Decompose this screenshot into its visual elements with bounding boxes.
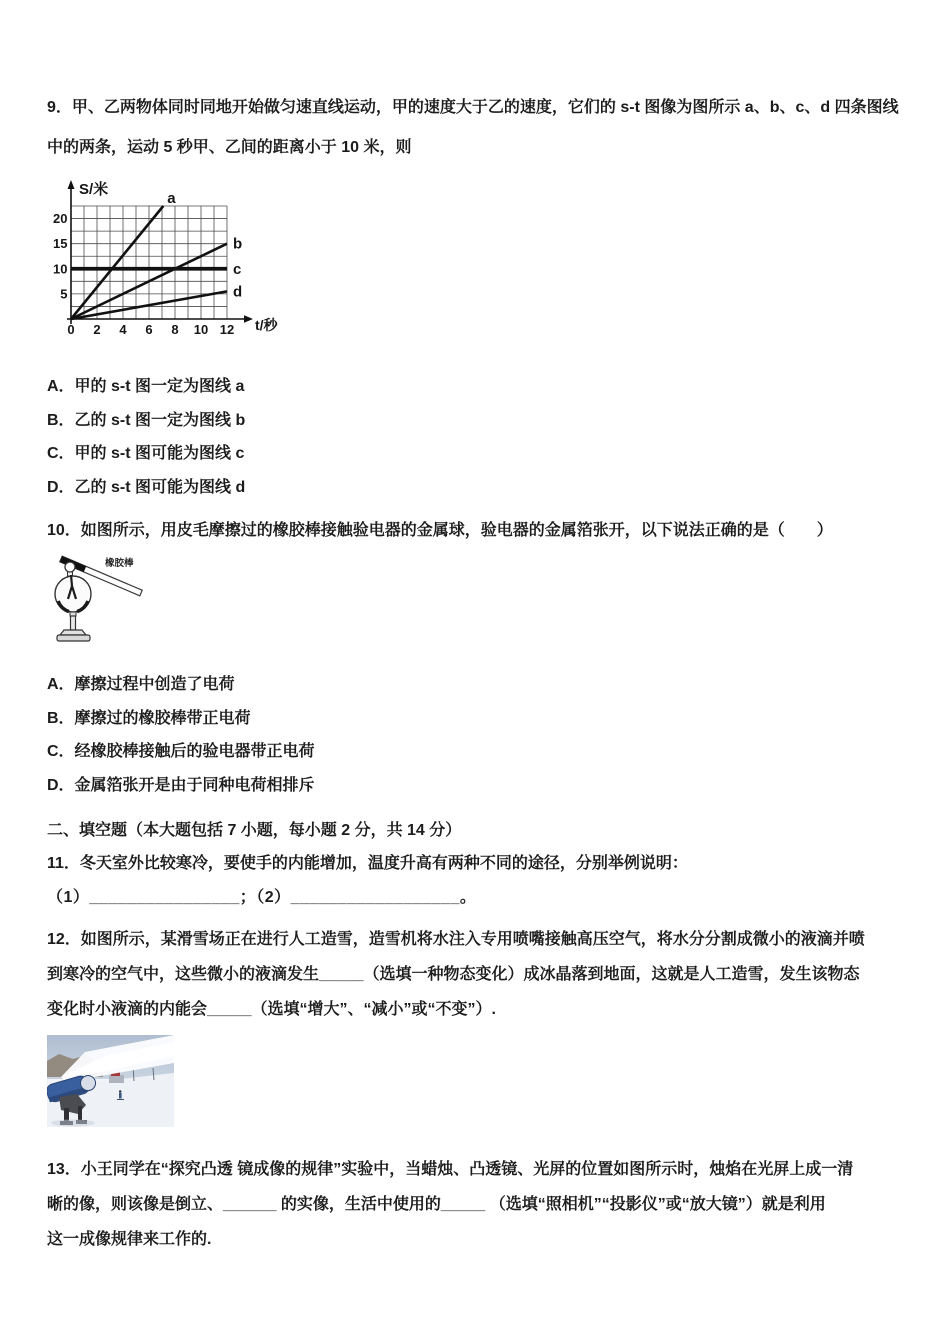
question-9	[47, 88, 935, 168]
question-10-stem: 10．如图所示，用皮毛摩擦过的橡胶棒接触验电器的金属球，验电器的金属箔张开，以下说法正确的是（ ）	[47, 522, 833, 539]
question-9-line-1: 9．甲、乙两物体同时同地开始做匀速直线运动，甲的速度大于乙的速度，它们的 s-t 图像为图所示 a、b、c、d 四条图线	[47, 99, 899, 116]
electroscope-diagram	[47, 553, 187, 649]
q10-option-a: A．摩擦过程中创造了电荷	[47, 676, 235, 693]
x-tick-label: 6	[145, 322, 153, 337]
q10-option-d: D．金属箔张开是由于同种电荷相排斥	[47, 776, 315, 794]
y-tick-label: 15	[53, 236, 68, 252]
question-12-line-1: 12．如图所示，某滑雪场正在进行人工造雪，造雪机将水注入专用喷嘴接触高压空气，将水分分割成微小的液滴并喷	[47, 931, 865, 948]
snow-machine-photo	[47, 1035, 174, 1127]
series-line-a	[71, 206, 163, 319]
x-tick-label: 8	[171, 322, 179, 337]
x-axis-label: t/秒	[255, 317, 278, 333]
y-axis-label: S/米	[79, 181, 109, 198]
q9-option-c: C．甲的 s-t 图可能为图线 c	[47, 445, 245, 462]
x-tick-label: 4	[119, 322, 127, 337]
series-label-d: d	[233, 283, 243, 301]
q10-option-b: B．摩擦过的橡胶棒带正电荷	[47, 709, 251, 727]
rubber-rod-label: 橡胶棒	[105, 558, 134, 569]
question-9-line-2: 中的两条，运动 5 秒甲、乙间的距离小于 10 米，则	[47, 139, 412, 156]
q9-option-d: D．乙的 s-t 图可能为图线 d	[47, 478, 246, 496]
y-axis-arrow	[68, 180, 75, 189]
photo-shadow	[51, 1120, 95, 1127]
q9-option-b: B．乙的 s-t 图一定为图线 b	[47, 411, 246, 429]
stand-base	[57, 635, 90, 641]
question-13-line-2: 晰的像，则该像是倒立、______ 的实像，生活中使用的_____ （选填“照相机”“投影仪”或“放大镜”）就是利用	[47, 1196, 826, 1213]
photo-building	[109, 1075, 124, 1083]
st-graph	[47, 178, 297, 341]
x-tick-label: 12	[219, 322, 235, 337]
series-label-a: a	[167, 190, 176, 208]
metal-ball	[65, 562, 75, 572]
x-tick-label: 2	[93, 322, 101, 337]
question-13-line-3: 这一成像规律来工作的.	[47, 1231, 212, 1248]
series-label-b: b	[233, 235, 243, 253]
y-tick-label: 10	[53, 261, 68, 277]
series-label-c: c	[233, 260, 242, 278]
question-13	[47, 1152, 935, 1257]
photo-skier-head	[119, 1090, 122, 1093]
question-11-stem: 11．冬天室外比较寒冷，要使手的内能增加，温度升高有两种不同的途径，分别举例说明：	[47, 855, 688, 872]
q10-option-c: C．经橡胶棒接触后的验电器带正电荷	[47, 743, 315, 760]
section-2-header: 二、填空题（本大题包括 7 小题，每小题 2 分，共 14 分）	[47, 822, 462, 839]
question-10-options	[47, 668, 935, 802]
st-graph-figure	[47, 178, 935, 346]
question-9-options	[47, 370, 935, 504]
electroscope-figure	[47, 553, 935, 654]
q9-option-a: A．甲的 s-t 图一定为图线 a	[47, 378, 245, 395]
stand-column	[71, 616, 76, 630]
foil-stem	[71, 575, 72, 586]
question-12	[47, 922, 935, 1027]
photo-skier-body	[119, 1093, 122, 1099]
stand-flare	[60, 630, 86, 635]
x-tick-label: 0	[67, 322, 75, 337]
y-tick-label: 5	[60, 286, 68, 302]
question-12-line-2: 到寒冷的空气中，这些微小的液滴发生_____（选填一种物态变化）成冰晶落到地面，这就是人工造雪，发生该物态	[47, 966, 860, 983]
question-11-blanks: （1）________________；（2）__________________。	[47, 889, 477, 906]
x-axis-arrow	[244, 315, 253, 323]
y-tick-label: 20	[53, 211, 68, 227]
question-12-line-3: 变化时小液滴的内能会_____（选填“增大”、“减小”或“不变”）.	[47, 1001, 496, 1018]
x-tick-label: 10	[193, 322, 209, 337]
question-13-line-1: 13．小王同学在“探究凸透 镜成像的规律”实验中，当蜡烛、凸透镜、光屏的位置如图所示时，烛焰在光屏上成一清	[47, 1161, 854, 1178]
snow-machine-figure	[47, 1035, 935, 1132]
